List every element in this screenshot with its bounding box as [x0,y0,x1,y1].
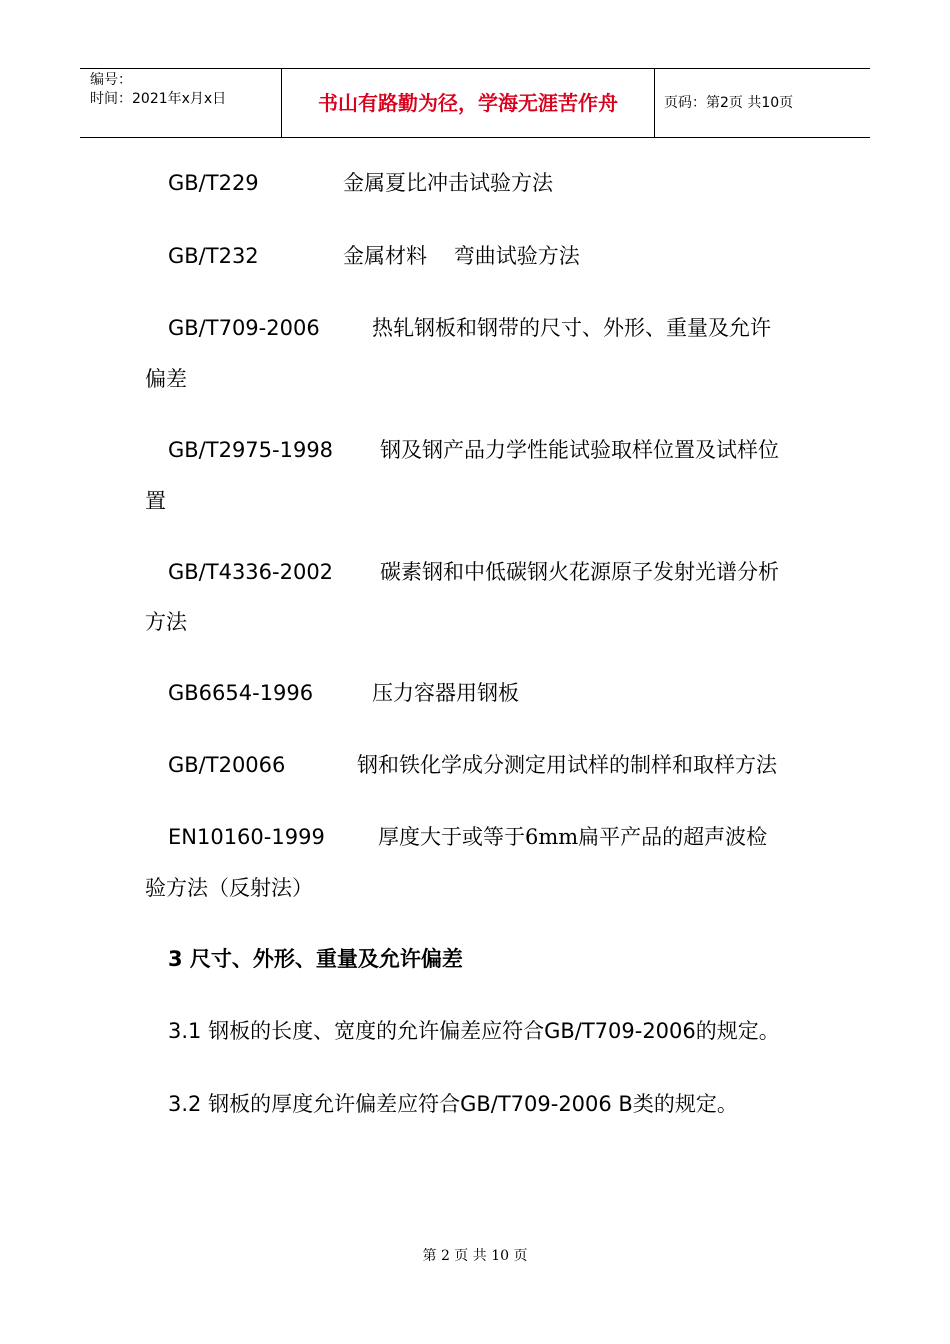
header-divider [654,69,655,137]
standard-code: EN10160-1999 [168,825,325,849]
standard-code: GB6654-1996 [168,681,314,705]
standard-description-continued: 验方法（反射法） [145,876,313,900]
standard-description: 压力容器用钢板 [372,681,519,705]
header-motto: 书山有路勤为径，学海无涯苦作舟 [318,91,618,115]
clause-3-2: 3.2 钢板的厚度允许偏差应符合GB/T709-2006 B类的规定。 [168,1092,738,1116]
standard-description: 碳素钢和中低碳钢火花源原子发射光谱分析 [380,560,779,584]
clause-3-1: 3.1 钢板的长度、宽度的允许偏差应符合GB/T709-2006的规定。 [168,1019,780,1043]
standard-description-continued: 方法 [145,610,187,634]
standard-description: 厚度大于或等于6mm扁平产品的超声波检 [378,825,768,849]
standard-code: GB/T709-2006 [168,316,320,340]
document-number-label: 编号： [90,72,132,88]
standard-description: 钢和铁化学成分测定用试样的制样和取样方法 [357,753,777,777]
standard-description: 金属夏比冲击试验方法 [343,171,553,195]
header-page-info: 页码：第2页 共10页 [664,95,794,111]
standard-description-continued: 置 [145,489,166,513]
standard-description: 金属材料 弯曲试验方法 [343,244,580,268]
standard-description-continued: 偏差 [145,367,187,391]
page-footer: 第 2 页 共 10 页 [422,1248,528,1264]
standard-code: GB/T229 [168,171,259,195]
section-heading: 3 尺寸、外形、重量及允许偏差 [168,947,463,971]
page-header [80,68,870,138]
header-meta [90,71,226,109]
standard-code: GB/T2975-1998 [168,438,334,462]
standard-description: 热轧钢板和钢带的尺寸、外形、重量及允许 [372,316,771,340]
standard-code: GB/T4336-2002 [168,560,334,584]
standard-description: 钢及钢产品力学性能试验取样位置及试样位 [380,438,779,462]
document-time-label: 时间：2021年x月x日 [90,91,227,107]
standard-code: GB/T20066 [168,753,286,777]
standard-code: GB/T232 [168,244,259,268]
